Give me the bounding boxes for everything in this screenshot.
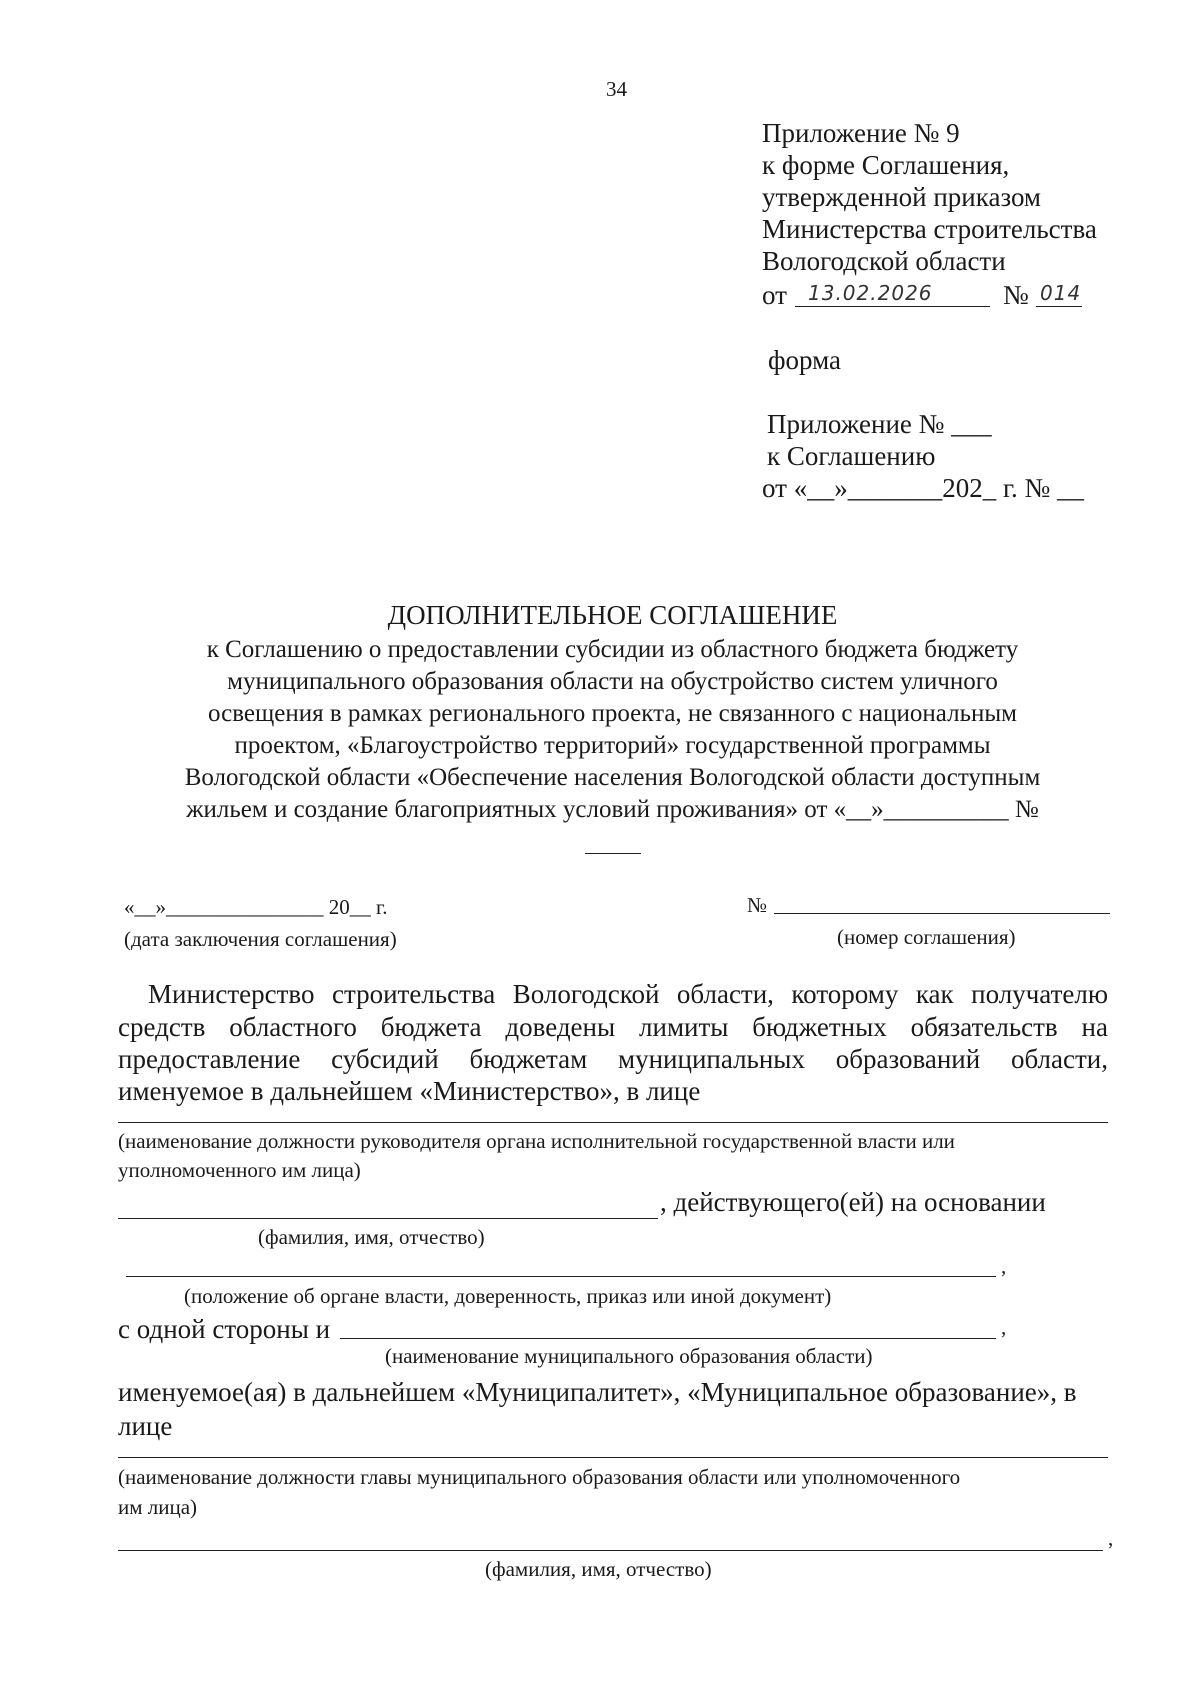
caption-head-2: им лица)	[118, 1495, 198, 1519]
agreement-appendix-line-1: Приложение № ___	[767, 409, 992, 439]
in-person-text: лице	[118, 1411, 173, 1441]
title-line-4: проектом, «Благоустройство территорий» государственной программы	[234, 732, 991, 759]
basis-document-field	[126, 1276, 996, 1277]
paragraph-line-1: Министерство строительства Вологодской области, которому как получателю	[148, 979, 1108, 1009]
appendix-from-label: от	[762, 280, 787, 310]
title-number-underline	[585, 853, 641, 854]
title-line-6: жильем и создание благоприятных условий проживания» от «__»__________ №	[186, 796, 1039, 823]
date-underline	[795, 306, 990, 307]
agreement-number-caption: (номер соглашения)	[837, 925, 1016, 949]
municipality-field	[340, 1338, 996, 1339]
paragraph-line-2: средств областного бюджета доведены лимиты бюджетных обязательств на	[118, 1012, 1108, 1042]
agreement-number-prefix: №	[747, 893, 768, 917]
appendix-line-1: Приложение № 9	[762, 118, 960, 148]
caption-fio-1: (фамилия, имя, отчество)	[258, 1225, 485, 1249]
one-side-text: с одной стороны и	[118, 1314, 331, 1344]
caption-fio-2: (фамилия, имя, отчество)	[485, 1557, 712, 1581]
agreement-date-caption: (дата заключения соглашения)	[124, 927, 397, 951]
comma-2: ,	[1001, 1315, 1007, 1339]
title-line-2: муниципального образования области на обустройство систем уличного	[227, 668, 998, 695]
number-underline	[1036, 306, 1082, 307]
comma-3: ,	[1108, 1526, 1114, 1550]
appendix-line-2: к форме Соглашения,	[762, 150, 1010, 180]
agreement-appendix-line-3: от «__»_______202_ г. № __	[762, 473, 1084, 503]
handwritten-number: 014	[1040, 281, 1082, 305]
agreement-number-underline	[774, 913, 1110, 914]
head-position-field	[118, 1457, 1108, 1458]
title-line-5: Вологодской области «Обеспечение населения Вологодской области доступным	[184, 764, 1041, 791]
named-municipality-text: именуемое(ая) в дальнейшем «Муниципалитет», «Муниципальное образование», в	[118, 1377, 1077, 1407]
ministry-fio-field	[118, 1218, 658, 1219]
appendix-line-3: утвержденной приказом	[762, 182, 1042, 212]
caption-position-1: (наименование должности руководителя органа исполнительной государственной власти или	[118, 1129, 955, 1153]
acting-on-basis: , действующего(ей) на основании	[660, 1187, 1046, 1217]
title-line-3: освещения в рамках регионального проекта, не связанного с национальным	[208, 700, 1017, 727]
agreement-date-line: «__»_______________ 20__ г.	[124, 895, 388, 919]
comma-1: ,	[1001, 1254, 1007, 1278]
caption-head-1: (наименование должности главы муниципального образования области или уполномоченного	[118, 1465, 961, 1489]
title-line-1: к Соглашению о предоставлении субсидии из областного бюджета бюджету	[206, 636, 1019, 663]
caption-document: (положение об органе власти, доверенность, приказ или иной документ)	[184, 1284, 832, 1308]
form-label: форма	[768, 345, 841, 375]
agreement-appendix-line-2: к Соглашению	[767, 441, 936, 471]
ministry-position-field	[118, 1122, 1108, 1123]
caption-position-2: уполномоченного им лица)	[118, 1158, 361, 1182]
handwritten-date: 13.02.2026	[808, 281, 933, 305]
appendix-line-4: Министерства строительства	[762, 214, 1097, 244]
caption-municipality: (наименование муниципального образования области)	[385, 1344, 873, 1368]
page-number: 34	[606, 77, 627, 101]
appendix-line-5: Вологодской области	[762, 246, 1006, 276]
document-title: ДОПОЛНИТЕЛЬНОЕ СОГЛАШЕНИЕ	[387, 600, 838, 630]
head-fio-field	[118, 1550, 1103, 1551]
appendix-number-label: №	[1003, 280, 1029, 310]
paragraph-line-3: предоставление субсидий бюджетам муниципальных образований области,	[118, 1044, 1108, 1074]
paragraph-line-4: именуемое в дальнейшем «Министерство», в лице	[118, 1076, 701, 1106]
